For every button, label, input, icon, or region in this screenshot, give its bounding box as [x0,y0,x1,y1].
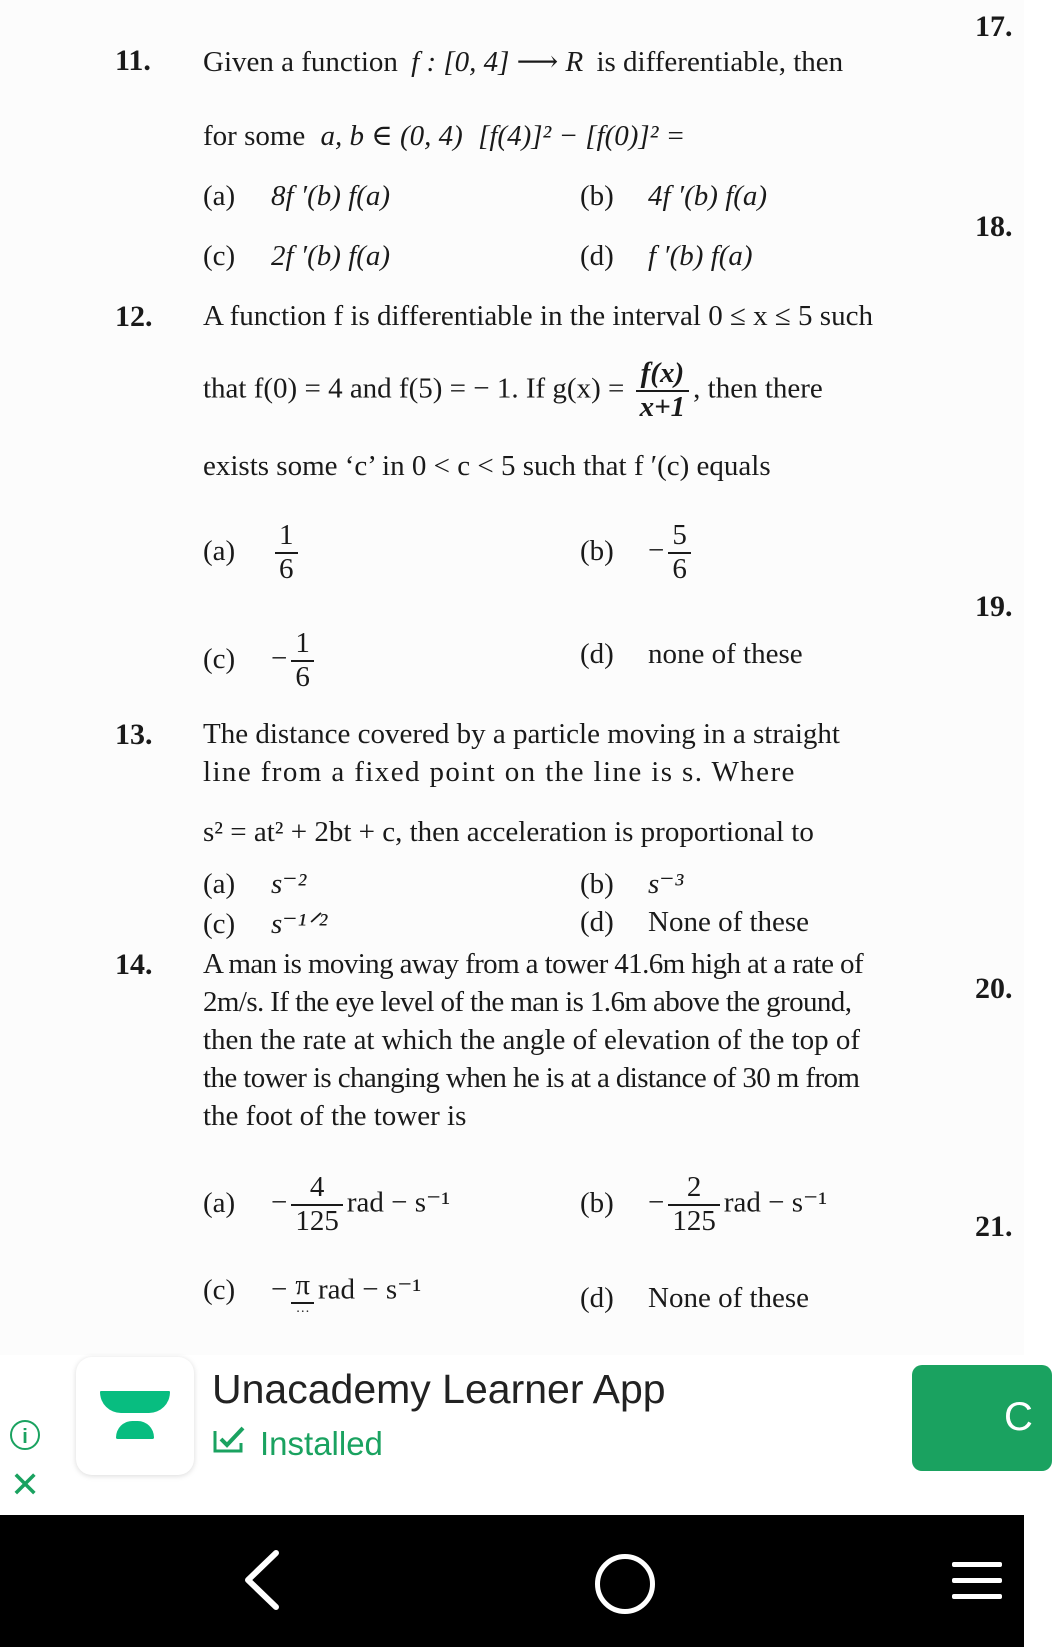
answer-option[interactable]: (c) 2f ′(b) f(a) [203,240,391,272]
logo-shape-bottom [116,1421,154,1439]
answer-option[interactable]: (c) − $\frac{1}{6}$ [203,628,318,694]
side-question-number: 19. [975,590,1013,623]
home-icon[interactable] [595,1554,655,1614]
question-text: exists some ‘c’ in 0 < c < 5 such that f ′(c) equals [203,450,771,482]
close-icon[interactable]: ✕ [10,1465,41,1506]
side-question-number: 20. [975,972,1013,1005]
question-text: The distance covered by a particle moving in a straight [203,718,840,750]
question-text: s² = at² + 2bt + c, then acceleration is proportional to [203,816,814,848]
answer-option[interactable]: (d) f ′(b) f(a) [580,240,753,272]
answer-option[interactable]: (a) − $\frac{4}{125}$ rad − s⁻¹ [203,1171,451,1237]
answer-option[interactable]: (c) − $\frac{\pi}{\dots}$ rad − s⁻¹ [203,1269,422,1316]
navigation-bar [0,1515,1024,1647]
question-text: line from a fixed point on the line is s. Where [203,756,796,788]
answer-option[interactable]: (b) − $\frac{2}{125}$ rad − s⁻¹ [580,1171,828,1237]
info-icon[interactable]: i [10,1420,40,1450]
side-question-number: 21. [975,1210,1013,1243]
install-check-icon [212,1425,246,1463]
question-text: the foot of the tower is [203,1100,467,1132]
app-logo[interactable] [76,1357,194,1475]
answer-option[interactable]: (b) s⁻³ [580,868,684,900]
menu-icon[interactable] [952,1562,1002,1610]
app-title[interactable]: Unacademy Learner App [212,1366,666,1412]
question-number: 12. [115,300,153,333]
answer-option[interactable]: (b) − $\frac{5}{6}$ [580,520,695,586]
question-text: 2m/s. If the eye level of the man is 1.6m above the ground, [203,986,852,1018]
side-question-number: 17. [975,10,1013,43]
question-text: A function f is differentiable in the interval 0 ≤ x ≤ 5 such [203,300,873,332]
open-app-button[interactable]: C [912,1365,1052,1471]
question-number: 14. [115,948,153,981]
logo-shape-top [100,1391,170,1413]
back-icon[interactable] [238,1545,288,1615]
install-status: Installed [212,1425,383,1463]
answer-option[interactable]: (d) none of these [580,638,803,670]
answer-option[interactable]: (a) 8f ′(b) f(a) [203,180,391,212]
question-number: 13. [115,718,153,751]
answer-option[interactable]: (a) $\frac{1}{6}$ [203,520,302,586]
question-number: 11. [115,44,151,77]
answer-option[interactable]: (c) s⁻¹ᐟ² [203,908,328,940]
question-text: then the rate at which the angle of elevation of the top of [203,1024,861,1056]
answer-option[interactable]: (a) s⁻² [203,868,307,900]
question-text: that f(0) = 4 and f(5) = − 1. If g(x) = $\frac{f(x)}{x+1}$ , then there [203,357,823,423]
answer-option[interactable]: (b) 4f ′(b) f(a) [580,180,768,212]
question-text: for some a, b ∈ (0, 4) [f(4)]² − [f(0)]² = [203,120,686,152]
side-question-number: 18. [975,210,1013,243]
fraction: $\frac{f(x)}{x+1}$ [636,358,690,424]
question-text: Given a function f : [0, 4] ⟶ R is differentiable, then [203,46,844,78]
answer-option[interactable]: (d) None of these [580,1282,810,1314]
answer-option[interactable]: (d) None of these [580,906,810,938]
question-text: A man is moving away from a tower 41.6m high at a rate of [203,948,864,980]
question-text: the tower is changing when he is at a distance of 30 m from [203,1062,860,1094]
